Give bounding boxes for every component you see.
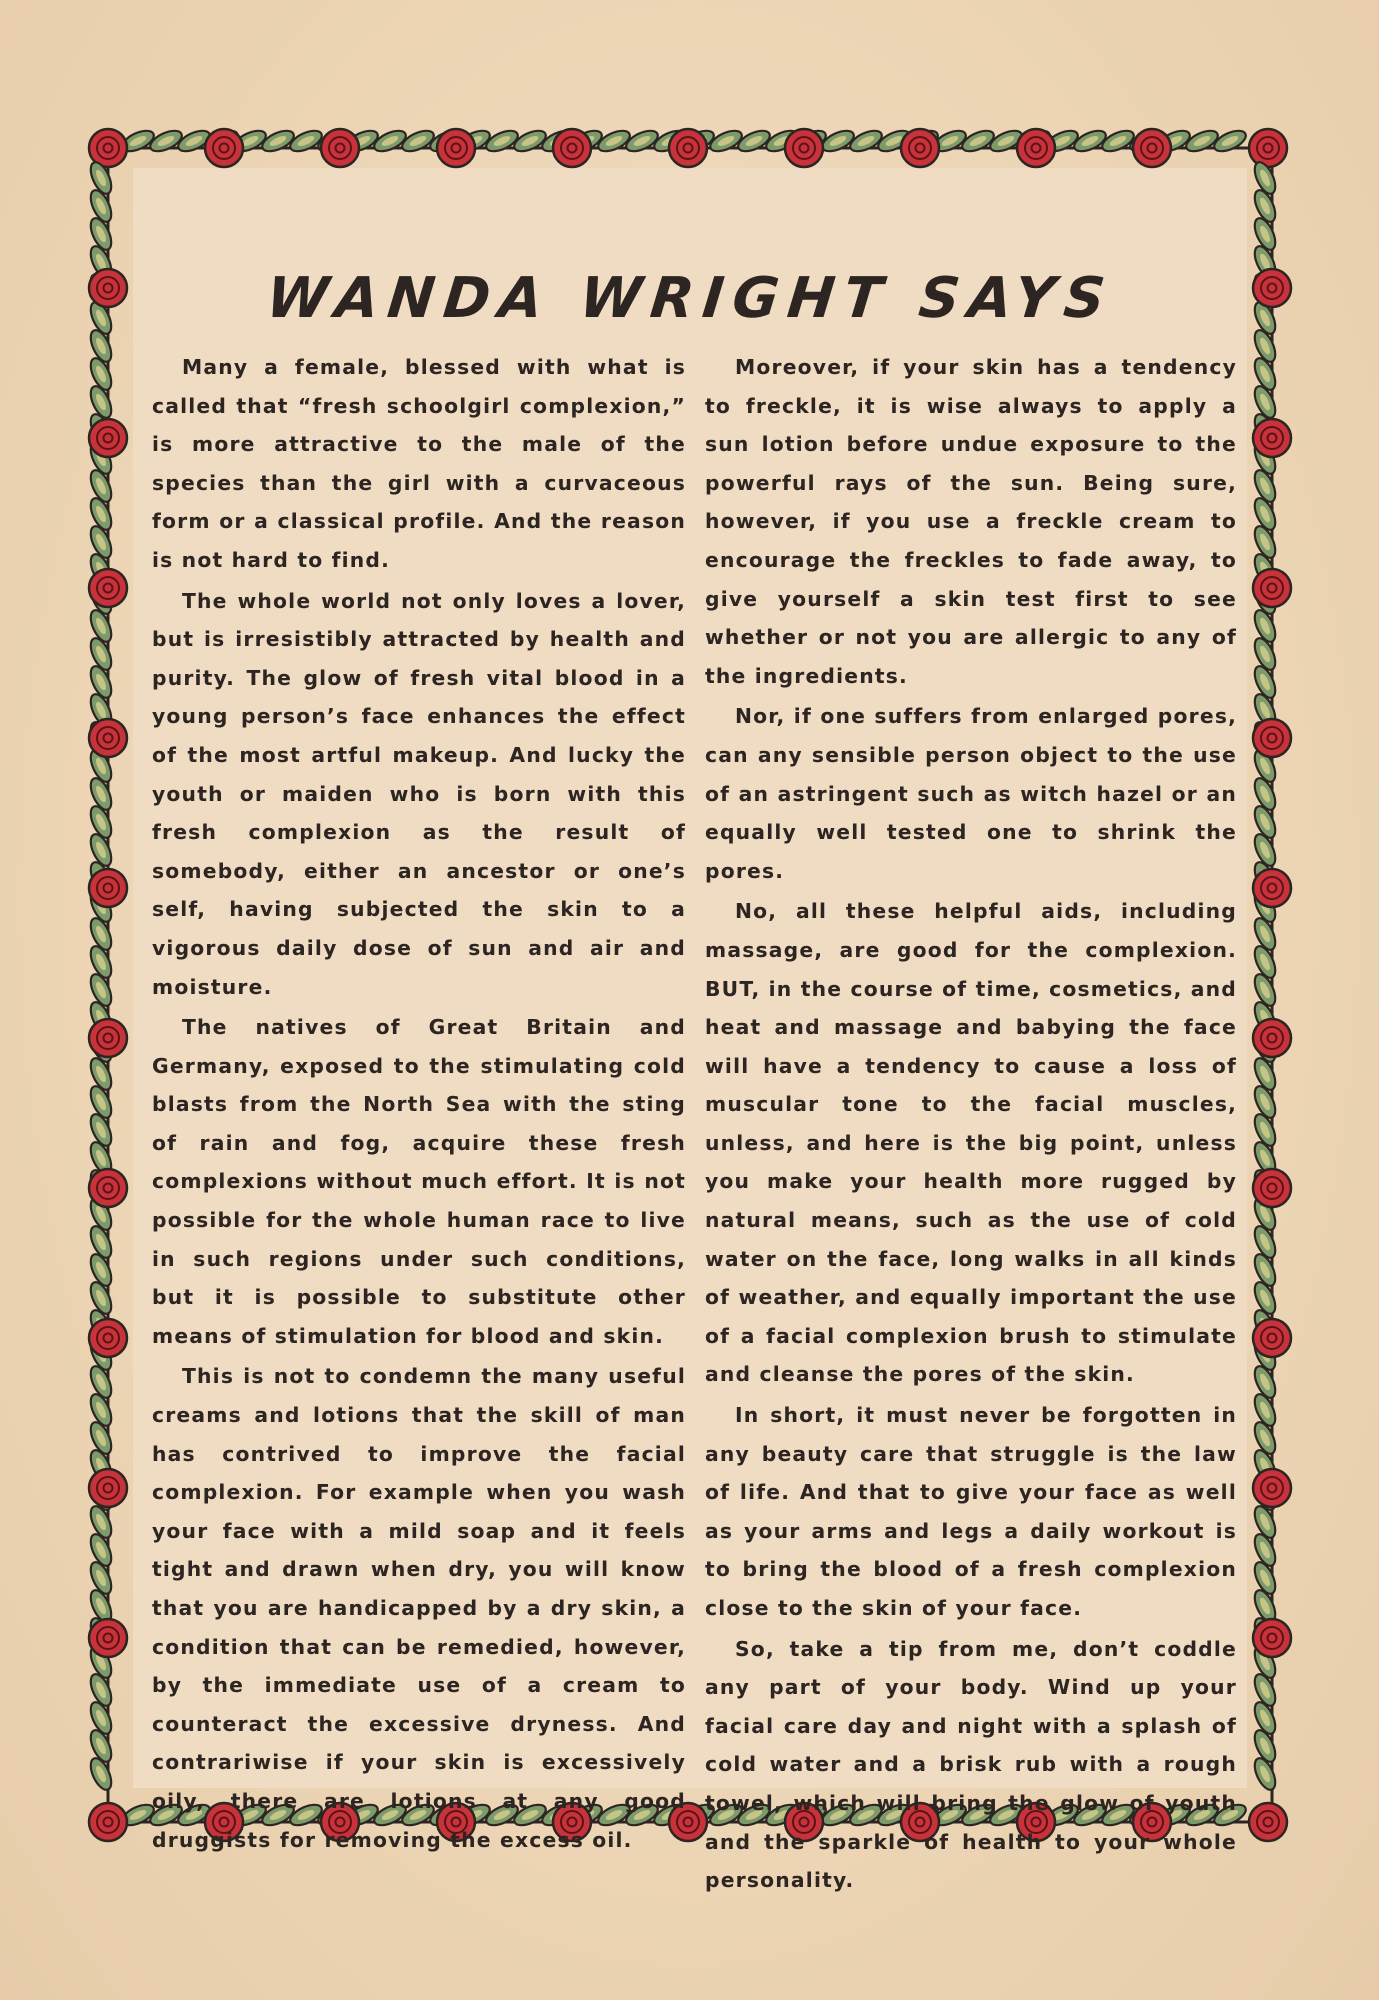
rose-icon [89,1319,127,1357]
paragraph: No, all these helpful aids, including massage, are good for the complexion. BUT, in the course of time, cosmetics, and heat and massage and babying the face will have a tendency to cause a loss of muscular tone to the facial muscles, unless, and here is the big point, unless you make your health more rugged by natural means, such as the use of cold water on the face, long walks in all kinds of weather, and equally important the use of a facial complexion brush to stimulate and cleanse the pores of the skin. [705,899,1237,1387]
rose-icon [205,129,243,167]
paragraph: Moreover, if your skin has a tendency to freckle, it is wise always to apply a sun lotion before undue exposure to the powerful rays of the sun. Being sure, however, if you use a freckle cream to encourage the freckles to fade away, to give yourself a skin test first to see whether or not you are allergic to any of the ingredients. [705,355,1237,688]
left-column [152,348,686,1861]
right-column [705,348,1237,1902]
rose-icon [1133,129,1171,167]
paragraph: Many a female, blessed with what is called that “fresh schoolgirl complexion,” is more attractive to the male of the species than the girl with a curvaceous form or a classical profile. And the reason is not hard to find. [152,355,686,572]
rose-icon [89,569,127,607]
rose-icon [1253,569,1291,607]
rose-icon [1253,419,1291,457]
paragraph: The whole world not only loves a lover, but is irresistibly attracted by health and purity. The glow of fresh vital blood in a young person’s face enhances the effect of the most artful makeup. And lucky the youth or maiden who is born with this fresh complexion as the result of somebody, either an ancestor or one’s self, having subjected the skin to a vigorous daily dose of sun and air and moisture. [152,588,686,999]
rose-icon [1249,1803,1287,1841]
rose-icon [89,1469,127,1507]
paragraph: Nor, if one suffers from enlarged pores, can any sensible person object to the use of an astringent such as witch hazel or an equally well tested one to shrink the pores. [705,704,1237,883]
paragraph: This is not to condemn the many useful creams and lotions that the skill of man has contrived to improve the facial complexion. For example when you wash your face with a mild soap and it feels tight and drawn when dry, you will know that you are handicapped by a dry skin, a condition that can be remedied, however, by the immediate use of a cream to counteract the excessive dryness. And contrariwise if your skin is excessively oily, there are lotions at any good druggists for removing the excess oil. [152,1364,686,1852]
rose-icon [1017,129,1055,167]
page-title: WANDA WRIGHT SAYS [263,265,1117,331]
rose-icon [553,129,591,167]
rose-icon [1253,719,1291,757]
rose-icon [89,719,127,757]
rose-icon [1253,1619,1291,1657]
rose-icon [669,129,707,167]
rose-icon [89,1619,127,1657]
rose-icon [437,129,475,167]
rose-icon [901,129,939,167]
rose-icon [89,419,127,457]
rose-icon [89,1019,127,1057]
rose-icon [89,269,127,307]
paragraph: The natives of Great Britain and Germany, exposed to the stimulating cold blasts from the North Sea with the sting of rain and fog, acquire these fresh complexions without much effort. It is not possible for the whole human race to live in such regions under such conditions, but it is possible to substitute other means of stimulation for blood and skin. [152,1015,686,1348]
rose-icon [1249,129,1287,167]
rose-icon [89,869,127,907]
rose-icon [89,1169,127,1207]
rose-icon [1253,1319,1291,1357]
rose-icon [1253,269,1291,307]
rose-icon [1253,1169,1291,1207]
rose-icon [1253,1469,1291,1507]
rose-icon [89,1803,127,1841]
rose-icon [321,129,359,167]
paragraph: So, take a tip from me, don’t coddle any part of your body. Wind up your facial care day and night with a splash of cold water and a brisk rub with a rough towel, which will bring the glow of youth and the sparkle of health to your whole personality. [705,1636,1237,1893]
rose-icon [1253,869,1291,907]
rose-icon [1253,1019,1291,1057]
rose-icon [785,129,823,167]
paragraph: In short, it must never be forgotten in any beauty care that struggle is the law of life. And that to give your face as well as your arms and legs a daily workout is to bring the blood of a fresh complexion close to the skin of your face. [705,1403,1237,1620]
